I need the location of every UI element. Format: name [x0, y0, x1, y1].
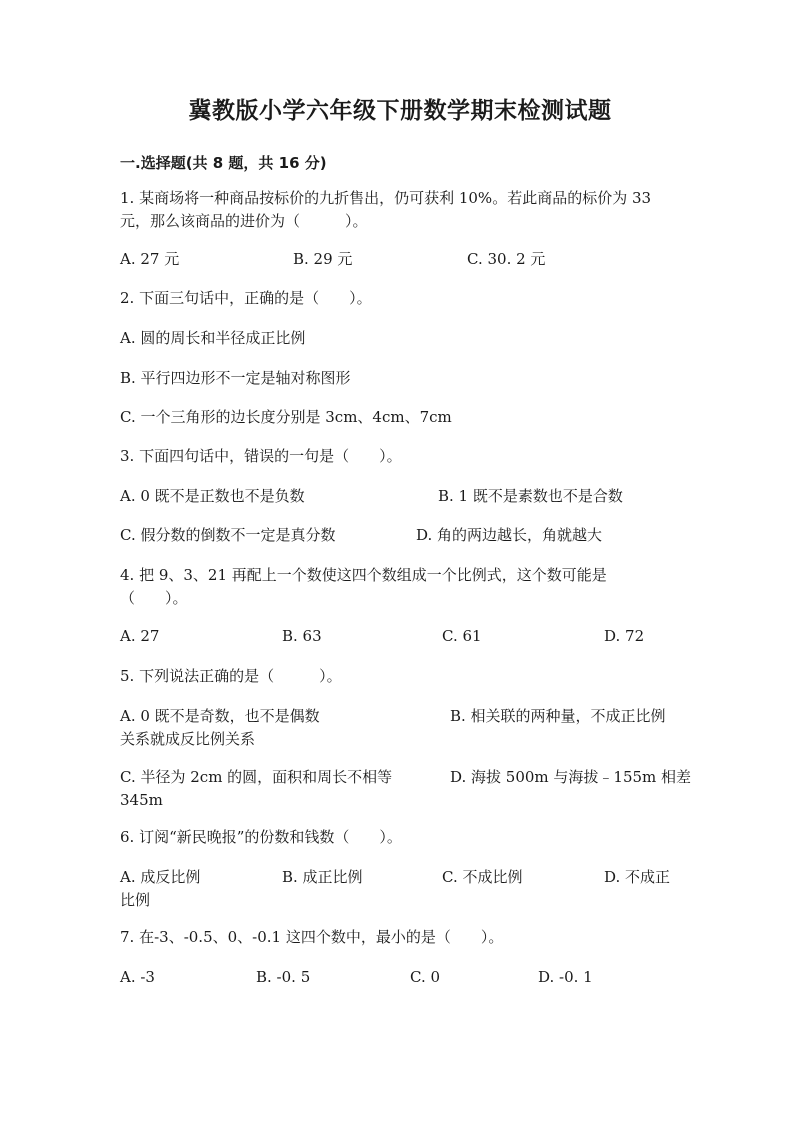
question-4-line-2: （ ）。: [120, 589, 188, 607]
option-b[interactable]: B. 63: [282, 627, 322, 645]
option-d-continuation: 345m: [120, 791, 163, 809]
question-6: 6. 订阅“新民晚报”的份数和钱数（ ）。: [120, 828, 402, 846]
option-c[interactable]: C. 30. 2 元: [467, 250, 546, 268]
option-c[interactable]: C. 61: [442, 627, 482, 645]
question-1: [120, 187, 680, 233]
question-7: 7. 在-3、-0.5、0、-0.1 这四个数中，最小的是（ ）。: [120, 928, 504, 946]
question-3-options-row-2: [120, 524, 680, 547]
option-a[interactable]: A. -3: [120, 968, 155, 986]
option-b[interactable]: B. 成正比例: [282, 868, 363, 886]
question-2-option-a[interactable]: A. 圆的周长和半径成正比例: [120, 329, 306, 347]
question-5: 5. 下列说法正确的是（ ）。: [120, 667, 342, 685]
question-1-line-2: 元，那么该商品的进价为（ ）。: [120, 212, 368, 230]
option-b[interactable]: B. -0. 5: [256, 968, 311, 986]
page-title: 冀教版小学六年级下册数学期末检测试题: [188, 98, 612, 124]
question-2: 2. 下面三句话中，正确的是（ ）。: [120, 289, 372, 307]
option-d-continuation: 比例: [120, 891, 151, 909]
question-5-options-block-1: [120, 705, 680, 751]
question-1-line-1: 1. 某商场将一种商品按标价的九折售出，仍可获利 10%。若此商品的标价为 33: [120, 189, 652, 207]
question-1-options: [120, 248, 680, 271]
option-a[interactable]: A. 0 既不是奇数，也不是偶数: [120, 707, 320, 725]
option-b[interactable]: B. 29 元: [293, 250, 353, 268]
option-a[interactable]: A. 成反比例: [120, 868, 201, 886]
option-c[interactable]: C. 假分数的倒数不一定是真分数: [120, 526, 336, 544]
option-c[interactable]: C. 不成比例: [442, 868, 523, 886]
question-4: [120, 564, 680, 610]
option-d[interactable]: D. 角的两边越长，角就越大: [416, 526, 603, 544]
option-a[interactable]: A. 27 元: [120, 250, 180, 268]
option-a[interactable]: A. 0 既不是正数也不是负数: [120, 487, 305, 505]
option-c[interactable]: C. 0: [410, 968, 441, 986]
option-b[interactable]: B. 1 既不是素数也不是合数: [438, 487, 623, 505]
question-7-options: [120, 966, 680, 989]
section-heading: 一.选择题(共 8 题，共 16 分): [120, 154, 327, 172]
question-6-options: [120, 866, 680, 912]
option-b[interactable]: B. 相关联的两种量，不成正比例: [450, 707, 666, 725]
option-d[interactable]: D. -0. 1: [538, 968, 593, 986]
question-3-options-row-1: [120, 485, 680, 508]
question-2-option-b[interactable]: B. 平行四边形不一定是轴对称图形: [120, 369, 351, 387]
question-4-options: [120, 625, 680, 648]
option-c[interactable]: C. 半径为 2cm 的圆，面积和周长不相等: [120, 768, 393, 786]
question-3: 3. 下面四句话中，错误的一句是（ ）。: [120, 447, 402, 465]
option-a[interactable]: A. 27: [120, 627, 160, 645]
question-2-option-c[interactable]: C. 一个三角形的边长度分别是 3cm、4cm、7cm: [120, 408, 452, 426]
option-d[interactable]: D. 不成正: [604, 868, 671, 886]
question-4-line-1: 4. 把 9、3、21 再配上一个数使这四个数组成一个比例式，这个数可能是: [120, 566, 607, 584]
option-b-continuation: 关系就成反比例关系: [120, 730, 256, 748]
question-5-options-block-2: [120, 766, 692, 812]
option-d[interactable]: D. 72: [604, 627, 645, 645]
option-d[interactable]: D. 海拔 500m 与海拔﹣155m 相差: [450, 768, 692, 786]
